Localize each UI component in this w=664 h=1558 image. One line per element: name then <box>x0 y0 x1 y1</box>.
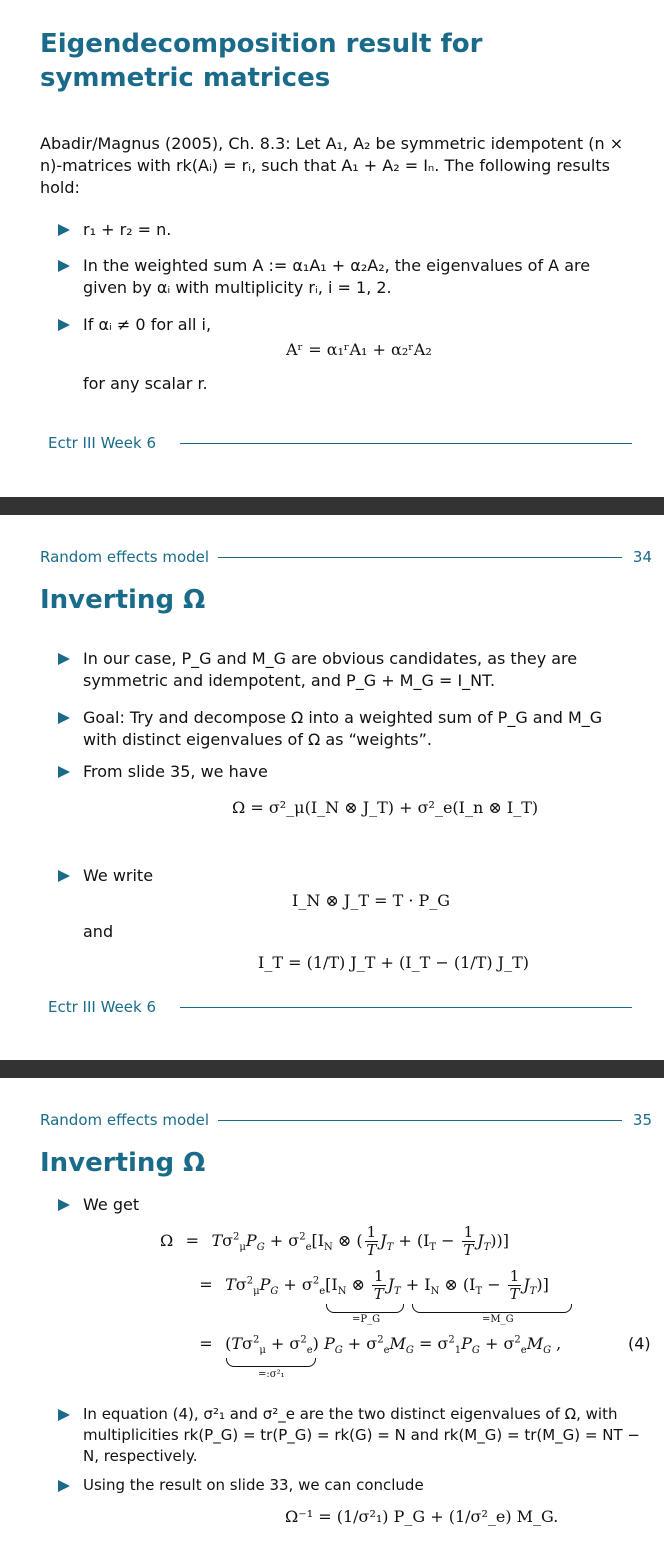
bullet-text: We get <box>83 1195 140 1214</box>
intro-paragraph <box>40 133 640 199</box>
footer <box>48 999 632 1015</box>
omega-symbol: Ω <box>160 1231 174 1250</box>
bullet-text: From slide 35, we have <box>83 762 268 781</box>
expression: $T\sigma^2_\mu P_G + \sigma^2_e[I_N$ ⊗ ( $\frac{1}{T}$ $J_T + (I_T$ − $\frac{1}{T}$ $J_T$))] <box>211 1223 510 1259</box>
slide-header <box>40 1112 652 1128</box>
bullet-icon <box>58 1409 70 1421</box>
bullet-text: Goal: Try and decompose Ω into a weighted sum of P_G and M_G with distinct eigenvalues of Ω as “weights”. <box>83 708 603 749</box>
slide-separator <box>0 1060 664 1078</box>
page-number: 34 <box>632 548 652 566</box>
derivation-line-2: = $T\sigma^2_\mu P_G + \sigma^2_e[I_N$ ⊗ $\frac{1}{T}$ $J_T + I_N$ ⊗ ($I_T$ − $\frac{1}{T}$ $J_T$)] <box>199 1267 549 1303</box>
header-rule <box>218 1120 622 1121</box>
derivation-line-3: = $(T\sigma^2_\mu + \sigma^2_e) P_G + \sigma^2_eM_G = \sigma^2_1P_G + \sigma^2_eM_G$ , <box>199 1334 562 1357</box>
bullet-text: r₁ + r₂ = n. <box>83 220 172 239</box>
bullet-icon <box>58 712 70 724</box>
equation-power: Aʳ = α₁ʳA₁ + α₂ʳA₂ <box>286 340 432 359</box>
equation-omega-inverse: Ω⁻¹ = (1/σ²₁) P_G + (1/σ²_e) M_G. <box>285 1507 559 1526</box>
page-number: 35 <box>632 1111 652 1129</box>
underbrace-mg <box>412 1304 572 1313</box>
bullet-icon <box>58 653 70 665</box>
slide-title: Eigendecomposition result for symmetric matrices <box>40 29 483 93</box>
slide-title: Inverting Ω <box>40 1148 206 1178</box>
header-rule <box>218 557 622 558</box>
expression: $T\sigma^2_\mu P_G + \sigma^2_e[I_N$ ⊗ $\frac{1}{T}$ $J_T + I_N$ ⊗ ($I_T$ − $\frac{1}{T}$ $J_T$)] <box>225 1267 549 1303</box>
slide-inverting-omega-35 <box>0 1078 664 1558</box>
underbrace-sigma1 <box>226 1358 316 1367</box>
bullet-icon <box>58 766 70 778</box>
bullet-icon <box>58 224 70 236</box>
and-text: and <box>83 922 114 941</box>
underbrace-label-pg: =P_G <box>352 1314 381 1325</box>
after-text: for any scalar r. <box>83 374 208 393</box>
bullet-icon <box>58 870 70 882</box>
bullet-text: If αᵢ ≠ 0 for all i, <box>83 315 212 334</box>
underbrace-label-sigma1: =:σ²₁ <box>258 1369 285 1380</box>
bullet-text: Using the result on slide 33, we can conclude <box>83 1476 424 1494</box>
slide-inverting-omega-34 <box>0 515 664 1060</box>
derivation-line-1: $\Omega = T\sigma^2_\mu P_G + \sigma^2_e[I_N$ ⊗ ( $\frac{1}{T}$ $J_T + (I_T$ − $\frac{1}{T}$ $J_T$))] <box>160 1223 510 1259</box>
footer-text: Ectr III Week 6 <box>48 998 156 1016</box>
bullet-text: In the weighted sum A := α₁A₁ + α₂A₂, the eigenvalues of A are given by αᵢ with multiplicity rᵢ, i = 1, 2. <box>83 256 591 297</box>
intro-text: Abadir/Magnus (2005), Ch. 8.3: Let A₁, A₂ be symmetric idempotent (n × n)-matrices with rk(Aᵢ) = rᵢ, such that A₁ + A₂ = Iₙ. The following results hold: <box>40 134 624 197</box>
footer <box>48 435 632 451</box>
bullet-text: We write <box>83 866 154 885</box>
underbrace-pg <box>326 1304 404 1313</box>
slide-title: Inverting Ω <box>40 585 206 615</box>
equation-number: (4) <box>628 1334 651 1353</box>
footer-rule <box>180 443 632 444</box>
bullet-icon <box>58 1480 70 1492</box>
bullet-text: In our case, P_G and M_G are obvious candidates, as they are symmetric and idempotent, and P_G + M_G = I_NT. <box>83 649 578 690</box>
equation-identity-split: I_T = (1/T) J_T + (I_T − (1/T) J_T) <box>258 953 529 972</box>
bullet-icon <box>58 260 70 272</box>
bullet-text: In equation (4), σ²₁ and σ²_e are the two distinct eigenvalues of Ω, with multiplicities rk(P_G) = tr(P_G) = rk(G) = N and rk(M_G) = tr(M_G) = NT − N, respectively. <box>83 1405 640 1465</box>
section-name: Random effects model <box>40 1112 215 1128</box>
bullet-icon <box>58 319 70 331</box>
equation-kronecker: I_N ⊗ J_T = T · P_G <box>292 891 451 910</box>
section-name: Random effects model <box>40 549 215 565</box>
underbrace-label-mg: =M_G <box>482 1314 514 1325</box>
equation-omega: Ω = σ²_μ(I_N ⊗ J_T) + σ²_e(I_n ⊗ I_T) <box>232 798 539 817</box>
expression: $(T\sigma^2_\mu + \sigma^2_e) P_G + \sigma^2_eM_G = \sigma^2_1P_G + \sigma^2_eM_G$ , <box>225 1334 562 1357</box>
footer-text: Ectr III Week 6 <box>48 434 156 452</box>
footer-rule <box>180 1007 632 1008</box>
slide-eigendecomposition <box>0 0 664 497</box>
slide-separator <box>0 497 664 515</box>
slide-header <box>40 549 652 565</box>
bullet-icon <box>58 1199 70 1211</box>
